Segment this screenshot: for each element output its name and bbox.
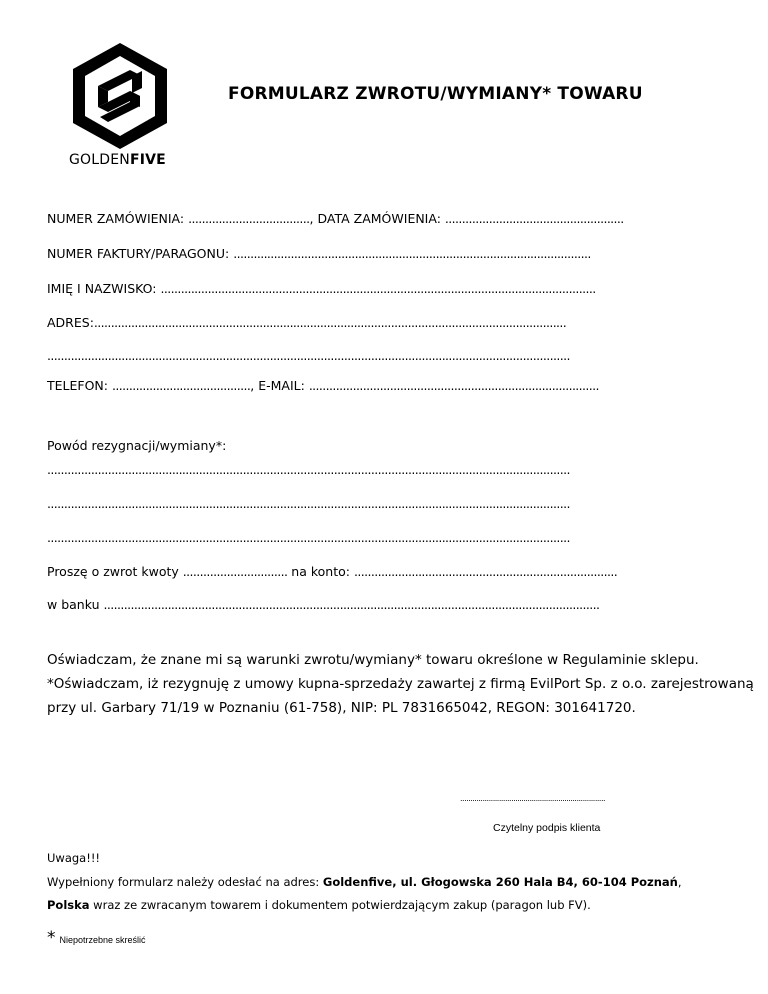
- bank-row: [47, 597, 599, 612]
- bank-label: w banku: [47, 597, 104, 612]
- refund-row: [47, 564, 617, 579]
- footnote-text: Niepotrzebne skreślić: [59, 935, 146, 945]
- declaration-line2: *Oświadczam, iż rezygnuję z umowy kupna-sprzedaży zawartej z firmą EvilPort Sp. z o.o. zarejestrowaną: [47, 676, 754, 692]
- note-heading: Uwaga!!!: [47, 851, 101, 865]
- refund-account-label: na konto:: [287, 564, 354, 579]
- invoice-blank: ..........................................................................................................: [233, 246, 591, 261]
- invoice-row: [47, 246, 591, 261]
- phone-blank: .........................................: [111, 378, 251, 393]
- address-label: ADRES:: [47, 315, 94, 330]
- name-blank: .................................................................................................................................: [160, 281, 596, 296]
- signature-blank: .......................................................................: [460, 794, 606, 803]
- refund-amount-label: Proszę o zwrot kwoty: [47, 564, 183, 579]
- address-blank-line2: ...........................................................................................................................................................: [47, 348, 570, 363]
- reason-blank-line3: ...........................................................................................................................................................: [47, 530, 570, 545]
- form-title: FORMULARZ ZWROTU/WYMIANY* TOWARU: [228, 84, 643, 104]
- name-row: [47, 281, 596, 296]
- address-row: [47, 315, 566, 330]
- order-row: [47, 211, 624, 226]
- declaration-line1: Oświadczam, że znane mi są warunki zwrotu/wymiany* towaru określone w Regulaminie sklepu.: [47, 652, 699, 668]
- name-label: IMIĘ I NAZWISKO:: [47, 281, 161, 296]
- goldenfive-logo-icon: [68, 40, 172, 152]
- order-number-label: NUMER ZAMÓWIENIA:: [47, 211, 189, 226]
- note-line2: Polska wraz ze zwracanym towarem i dokumentem potwierdzającym zakup (paragon lub FV).: [47, 898, 591, 912]
- reason-blank-line1: ...........................................................................................................................................................: [47, 462, 570, 477]
- order-number-blank: ....................................: [188, 211, 310, 226]
- refund-account-blank: ..............................................................................: [353, 564, 618, 579]
- footnote: [47, 928, 146, 948]
- order-date-blank: .....................................................: [444, 211, 624, 226]
- refund-amount-blank: ...............................: [182, 564, 288, 579]
- footnote-star: *: [47, 928, 56, 948]
- contact-row: [47, 378, 599, 393]
- signature-label: Czytelny podpis klienta: [493, 822, 601, 834]
- phone-label: TELEFON:: [47, 378, 112, 393]
- bank-blank: ...................................................................................................................................................: [103, 597, 600, 612]
- email-label: , E-MAIL:: [250, 378, 309, 393]
- address-blank: ............................................................................................................................................: [93, 315, 567, 330]
- invoice-label: NUMER FAKTURY/PARAGONU:: [47, 246, 234, 261]
- return-country: Polska: [47, 898, 90, 912]
- brand-name: GOLDENFIVE: [69, 152, 166, 168]
- return-address: Goldenfive, ul. Głogowska 260 Hala B4, 60-104 Poznań: [322, 875, 678, 889]
- reason-label: Powód rezygnacji/wymiany*:: [47, 438, 227, 453]
- email-blank: ......................................................................................: [308, 378, 599, 393]
- order-date-label: , DATA ZAMÓWIENIA:: [309, 211, 445, 226]
- reason-blank-line2: ...........................................................................................................................................................: [47, 496, 570, 511]
- note-line1: Wypełniony formularz należy odesłać na adres: Goldenfive, ul. Głogowska 260 Hala B4, 60-104 Poznań,: [47, 875, 682, 889]
- declaration-line3: przy ul. Garbary 71/19 w Poznaniu (61-758), NIP: PL 7831665042, REGON: 301641720.: [47, 700, 636, 716]
